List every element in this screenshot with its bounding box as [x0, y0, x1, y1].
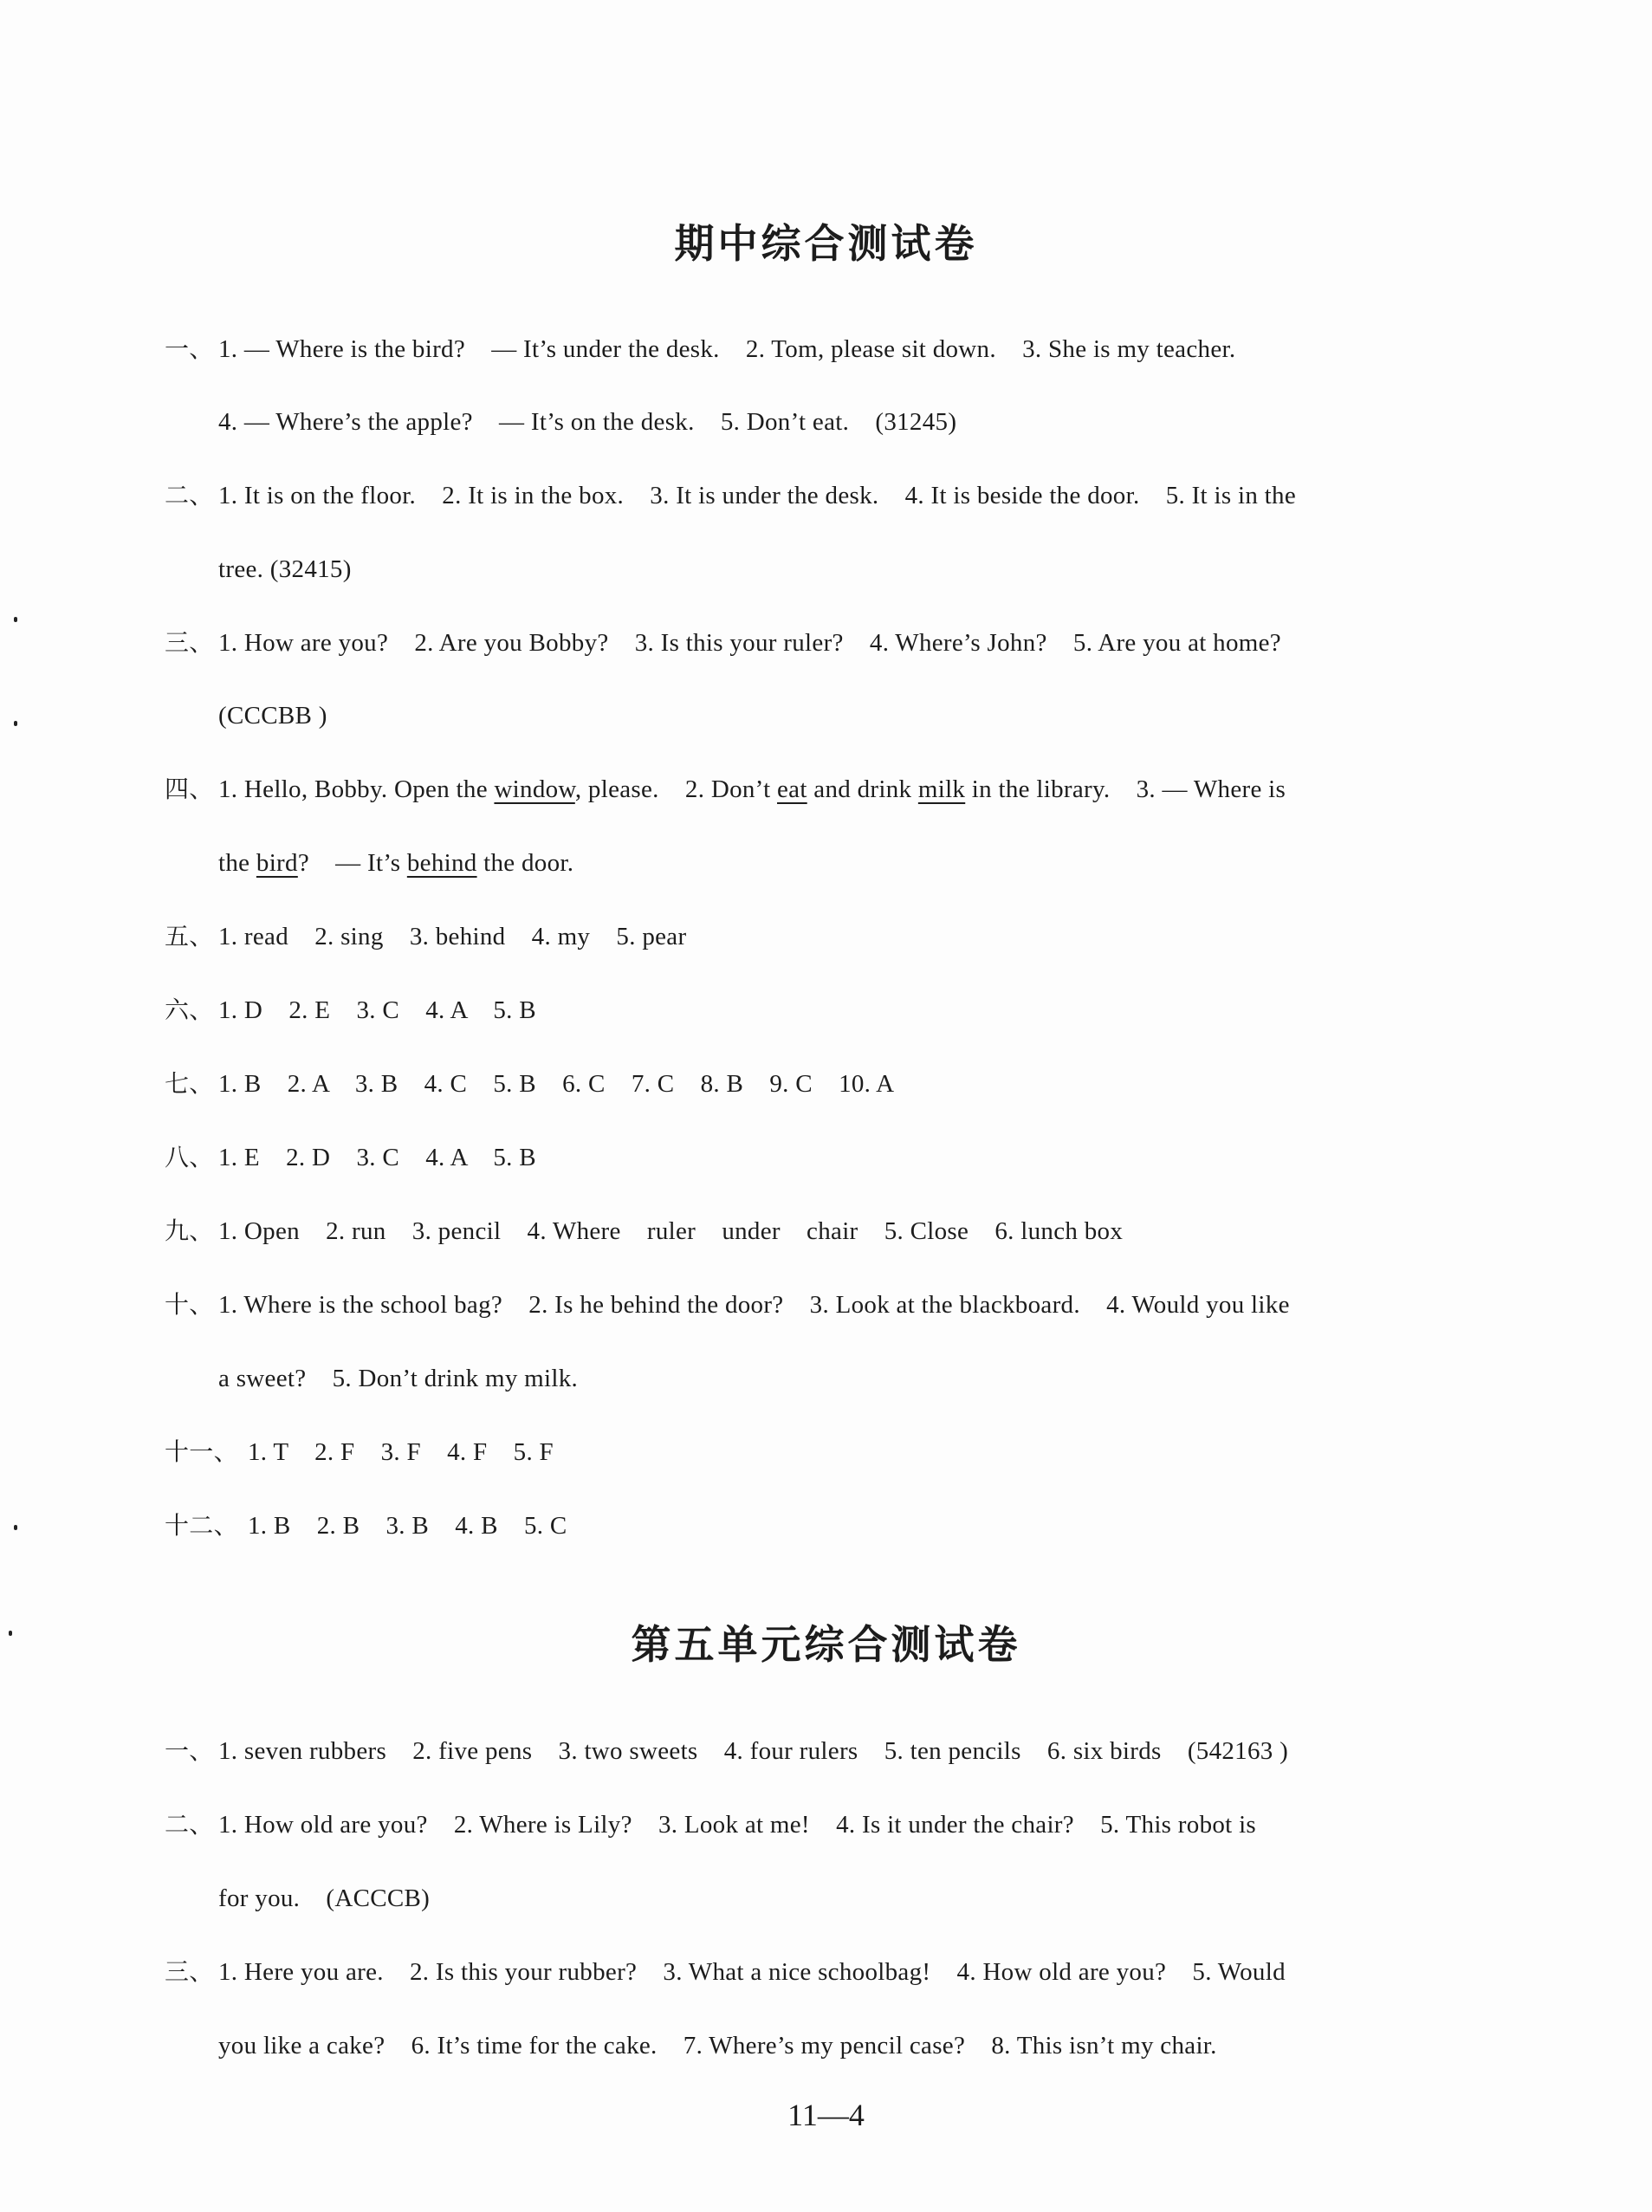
answer-line — [165, 919, 686, 954]
answer-text: 1. Where is the school bag? 2. Is he behind the door? 3. Look at the blackboard. 4. Would you like — [218, 1291, 1290, 1319]
item-label: 一、 — [165, 1736, 214, 1765]
answer-text: a sweet? 5. Don’t drink my milk. — [218, 1365, 579, 1392]
item-label: 五、 — [165, 922, 214, 950]
answer-text: 1. Hello, Bobby. Open the — [218, 775, 495, 803]
answer-line — [165, 626, 1281, 660]
answer-line — [218, 552, 352, 587]
answer-text: the — [218, 849, 256, 877]
section-title-midterm: 期中综合测试卷 — [674, 220, 978, 267]
answer-text: for you. (ACCCB) — [218, 1884, 431, 1912]
item-label: 二、 — [165, 1810, 214, 1839]
answer-line — [218, 2028, 1217, 2063]
answer-text: 1. D 2. E 3. C 4. A 5. B — [218, 996, 536, 1024]
item-label: 三、 — [165, 628, 214, 657]
underlined-word: behind — [406, 849, 477, 877]
underlined-word: milk — [917, 775, 966, 803]
scan-mark — [14, 617, 17, 622]
answer-line — [165, 332, 1235, 367]
item-label: 六、 — [165, 996, 214, 1024]
answer-text: and drink — [807, 775, 918, 803]
answer-text: 1. B 2. A 3. B 4. C 5. B 6. C 7. C 8. B 9. C 10. A — [218, 1070, 895, 1098]
answer-line — [165, 772, 1286, 807]
answer-text: the door. — [476, 849, 574, 877]
answer-text: 1. read 2. sing 3. behind 4. my 5. pear — [218, 923, 687, 950]
item-label: 二、 — [165, 481, 214, 509]
answer-line — [165, 1807, 1256, 1842]
scan-mark — [14, 721, 17, 726]
answer-text: 4. — Where’s the apple? — It’s on the desk. 5. Don’t eat. (31245) — [218, 408, 957, 436]
underlined-word: eat — [777, 775, 807, 803]
answer-line — [218, 1881, 430, 1916]
answer-line — [218, 698, 327, 733]
item-label: 九、 — [165, 1216, 214, 1245]
answer-text: in the library. 3. — Where is — [965, 775, 1286, 803]
answer-line — [218, 1361, 578, 1396]
answer-line — [165, 478, 1296, 513]
item-label: 四、 — [165, 775, 214, 803]
answer-line — [165, 1508, 567, 1543]
answer-line — [218, 846, 573, 880]
answer-text: , please. 2. Don’t — [574, 775, 778, 803]
answer-text: 1. seven rubbers 2. five pens 3. two sweets 4. four rulers 5. ten pencils 6. six birds (542163 ) — [218, 1737, 1289, 1765]
answer-text: 1. Open 2. run 3. pencil 4. Where ruler under chair 5. Close 6. lunch box — [218, 1217, 1124, 1245]
answer-line — [218, 405, 956, 439]
underlined-word: bird — [256, 849, 298, 877]
underlined-word: window — [494, 775, 575, 803]
scan-mark — [14, 1525, 17, 1530]
item-label: 七、 — [165, 1069, 214, 1098]
answer-line — [165, 1067, 894, 1101]
answer-text: ? — It’s — [297, 849, 407, 877]
answer-line — [165, 1955, 1286, 1989]
answer-text: 1. — Where is the bird? — It’s under the desk. 2. Tom, please sit down. 3. She is my teacher. — [218, 335, 1236, 363]
answer-text: 1. B 2. B 3. B 4. B 5. C — [248, 1512, 567, 1540]
section-title-unit5: 第五单元综合测试卷 — [631, 1621, 1021, 1668]
item-label: 八、 — [165, 1143, 214, 1171]
answer-text: you like a cake? 6. It’s time for the cake. 7. Where’s my pencil case? 8. This isn’t my chair. — [218, 2032, 1217, 2060]
answer-text: 1. E 2. D 3. C 4. A 5. B — [218, 1144, 536, 1171]
answer-text: 1. Here you are. 2. Is this your rubber? 3. What a nice schoolbag! 4. How old are you? 5. Would — [218, 1958, 1286, 1986]
answer-line — [165, 1140, 536, 1175]
answer-text: tree. (32415) — [218, 555, 352, 583]
answer-text: 1. T 2. F 3. F 4. F 5. F — [248, 1438, 554, 1466]
item-label: 三、 — [165, 1957, 214, 1986]
answer-text: (CCCBB ) — [218, 702, 327, 730]
answer-line — [165, 1435, 554, 1469]
page-number: 11—4 — [787, 2098, 865, 2132]
item-label: 十二、 — [165, 1511, 238, 1540]
item-label: 一、 — [165, 334, 214, 363]
item-label: 十、 — [165, 1290, 214, 1319]
answer-text: 1. How are you? 2. Are you Bobby? 3. Is this your ruler? 4. Where’s John? 5. Are you at home? — [218, 629, 1281, 657]
answer-line — [165, 993, 536, 1028]
answer-line — [165, 1214, 1123, 1249]
scan-mark — [9, 1631, 12, 1636]
answer-text: 1. It is on the floor. 2. It is in the box. 3. It is under the desk. 4. It is beside the door. 5. It is in the — [218, 482, 1296, 509]
answer-line — [165, 1288, 1290, 1322]
answer-line — [165, 1734, 1288, 1768]
item-label: 十一、 — [165, 1437, 238, 1466]
answer-text: 1. How old are you? 2. Where is Lily? 3. Look at me! 4. Is it under the chair? 5. This robot is — [218, 1811, 1257, 1839]
